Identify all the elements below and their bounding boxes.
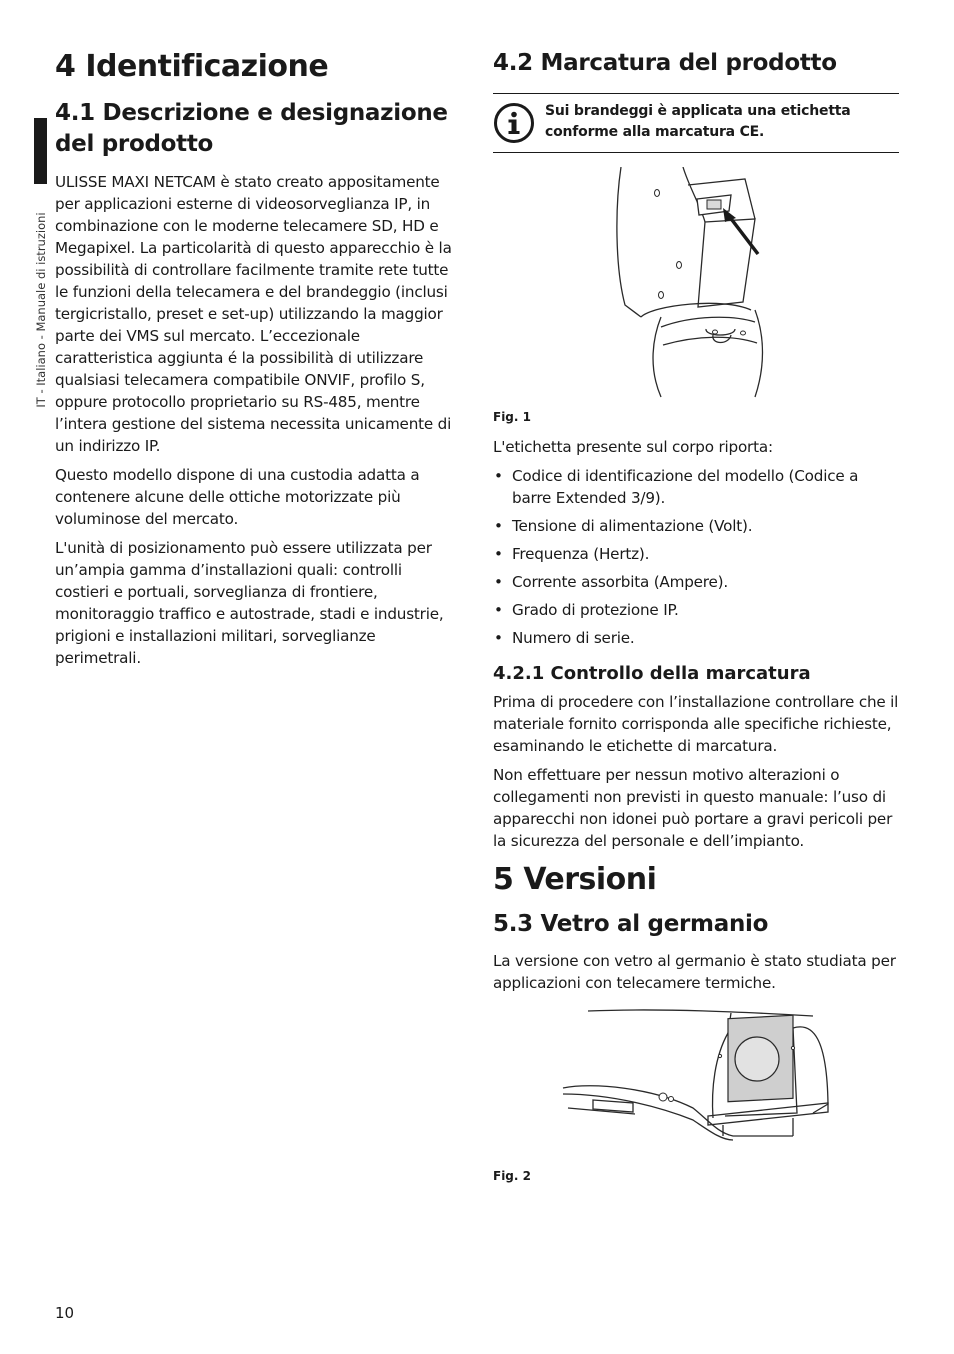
section-title-vetro-germanio: 5.3 Vetro al germanio xyxy=(493,911,769,937)
list-item: • Numero di serie. xyxy=(493,627,899,649)
page-number: 10 xyxy=(55,1304,75,1322)
info-icon xyxy=(493,102,535,144)
paragraph-description-1: ULISSE MAXI NETCAM è stato creato appositamente per applicazioni esterne di videosorveglianza IP, in combinazione con le moderne telecamere SD, HD e Megapixel. La particolarità di questo apparecchio è la possibilità di controllare facilmente tramite rete tutte le funzioni della telecamera e del brandeggio (inclusi tergicristallo, preset e set-up) utilizzando la maggior parte dei VMS sul mercato. L’eccezionale caratteristica aggiunta é la possibilità di utilizzare qualsiasi telecamera compatibile ONVIF, profilo S, oppure protocollo proprietario su RS-485, mentre l’intera gestione del sistema necessita unicamente di un indirizzo IP. xyxy=(55,173,452,455)
chapter-title-versioni: 5 Versioni xyxy=(493,862,657,897)
section-marker-bar xyxy=(34,118,47,184)
paragraph-check-1: Prima di procedere con l’installazione controllare che il materiale fornito corrisponda alle specifiche richieste, esaminando le etichette di marcatura. xyxy=(493,693,899,755)
list-item: • Tensione di alimentazione (Volt). xyxy=(493,515,899,537)
section-title-marcatura: 4.2 Marcatura del prodotto xyxy=(493,50,837,76)
list-item: • Grado di protezione IP. xyxy=(493,599,899,621)
section-title-descrizione: 4.1 Descrizione e designazione del prodotto xyxy=(55,100,448,157)
figure-1-positioning-unit-illustration xyxy=(493,167,899,402)
info-note-text: Sui brandeggi è applicata una etichetta conforme alla marcatura CE. xyxy=(545,103,851,140)
list-item: • Frequenza (Hertz). xyxy=(493,543,899,565)
subsection-title-controllo: 4.2.1 Controllo della marcatura xyxy=(493,663,811,684)
paragraph-description-3: L'unità di posizionamento può essere utilizzata per un’ampia gamma d’installazioni quali: controlli costieri e portuali, sorveglianza di frontiere, monitoraggio traffico e autostrade, stadi e industrie, prigioni e installazioni militari, sorveglianze perimetrali. xyxy=(55,539,444,667)
label-intro-text: L'etichetta presente sul corpo riporta: xyxy=(493,438,773,456)
figure-2-caption: Fig. 2 xyxy=(493,1169,531,1183)
side-label: IT - Italiano - Manuale di istruzioni xyxy=(34,212,48,408)
paragraph-check-2: Non effettuare per nessun motivo alterazioni o collegamenti non previsti in questo manuale: l’uso di apparecchi non idonei può portare a gravi pericoli per la sicurezza del personale e dell’impianto. xyxy=(493,766,893,850)
list-item: • Corrente assorbita (Ampere). xyxy=(493,571,899,593)
paragraph-germanium: La versione con vetro al germanio è stato studiata per applicazioni con telecamere termiche. xyxy=(493,952,896,992)
chapter-title-identificazione: 4 Identificazione xyxy=(55,49,329,84)
right-column xyxy=(493,48,899,1183)
list-item: • Codice di identificazione del modello (Codice a barre Extended 3/9). xyxy=(493,465,899,509)
left-column xyxy=(55,48,455,669)
paragraph-description-2: Questo modello dispone di una custodia adatta a contenere alcune delle ottiche motorizzate più voluminose del mercato. xyxy=(55,466,420,528)
info-note xyxy=(493,93,899,153)
figure-2-germanium-window-illustration xyxy=(493,1008,899,1158)
label-contents-list xyxy=(493,465,899,649)
figure-1-caption: Fig. 1 xyxy=(493,410,531,424)
